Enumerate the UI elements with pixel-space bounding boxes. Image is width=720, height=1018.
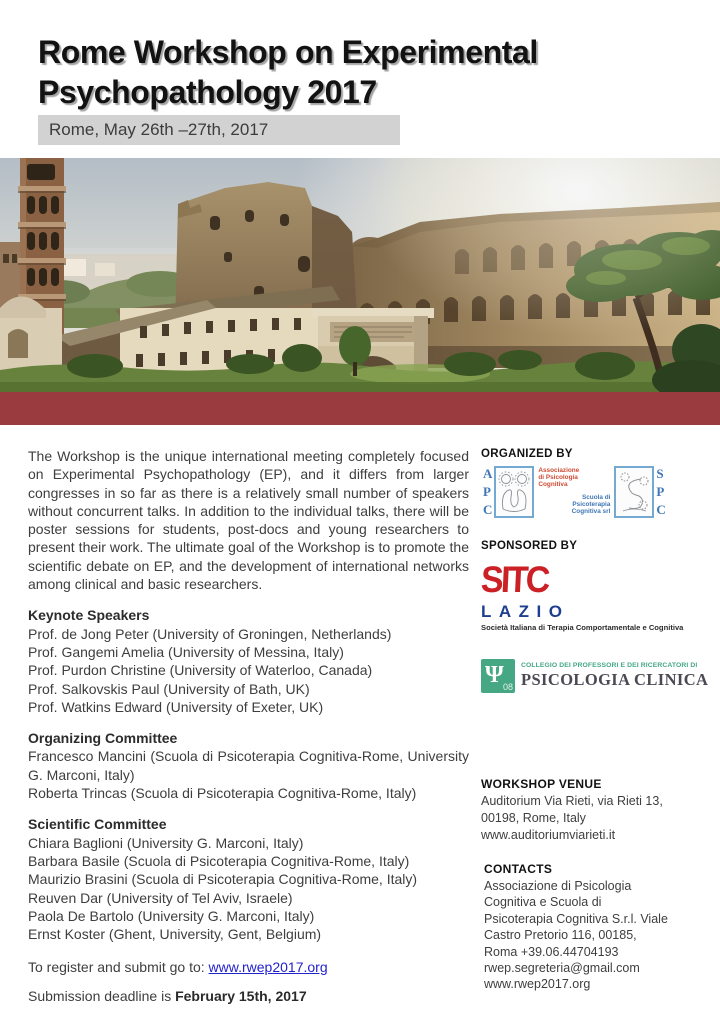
committee-member-line: Chiara Baglioni (University G. Marconi, Italy) — [28, 834, 304, 851]
clinica-subtitle: COLLEGIO DEI PROFESSORI E DEI RICERCATORI DI — [521, 662, 698, 669]
psi-number: 08 — [502, 682, 513, 692]
accent-band — [0, 392, 720, 425]
speaker-line: Prof. Salkovskis Paul (University of Bath, UK) — [28, 680, 310, 697]
spc-letter: C — [656, 502, 666, 517]
apc-letter: C — [483, 502, 493, 517]
title-line-2: Psychopathology 2017 — [38, 74, 377, 110]
venue-line: Auditorium Via Rieti, via Rieti 13, — [481, 794, 663, 808]
committee-member-line: Maurizio Brasini (Scuola di Psicoterapia Cognitiva-Rome, Italy) — [28, 871, 418, 888]
clinica-text — [521, 662, 708, 690]
apc-spc-logos — [481, 466, 713, 518]
sitc-logo-icon: SITC — [480, 559, 549, 600]
psi-glyph: Ψ — [485, 662, 504, 688]
venue-lines — [481, 793, 713, 844]
apc-emblem-icon — [494, 466, 534, 518]
venue-line: 00198, Rome, Italy — [481, 811, 586, 825]
keynote-speakers-section — [28, 606, 469, 716]
speaker-line: Prof. de Jong Peter (University of Groningen, Netherlands) — [28, 625, 392, 642]
deadline-line — [28, 987, 469, 1005]
apc-spc-names — [534, 466, 614, 516]
deadline-prefix: Submission deadline is — [28, 987, 176, 1004]
committee-member-line: Ernst Koster (Ghent, University, Gent, Belgium) — [28, 926, 322, 943]
contacts-section — [481, 862, 713, 993]
intro-paragraph: The Workshop is the unique international meeting completely focused on Experimental Psychopathology (EP), and it differs from larger congresses in so far as there is a relatively small number of speakers without concurrent talks. In addition to the individual talks, there will be poster sessions for students, post-docs and young researchers to present their work. The ultimate goal of the Workshop is to promote the scientific debate on EP, and the development of international networks among clinical and basic researchers. — [28, 448, 469, 593]
apc-letters — [481, 466, 494, 518]
title-line-1: Rome Workshop on Experimental — [38, 34, 538, 70]
contacts-heading: CONTACTS — [484, 862, 553, 876]
sitc-region-label: LAZIO — [481, 602, 570, 621]
speaker-line: Prof. Gangemi Amelia (University of Messina, Italy) — [28, 643, 344, 660]
venue-heading: WORKSHOP VENUE — [481, 777, 602, 791]
apc-name: Associazione di Psicologia Cognitiva — [538, 467, 580, 489]
organized-by-heading: ORGANIZED BY — [481, 448, 573, 460]
committee-member-line: Barbara Basile (Scuola di Psicoterapia Cognitiva-Rome, Italy) — [28, 852, 410, 869]
contact-line: Cognitiva e Scuola di — [484, 895, 602, 910]
section-heading-scientific: Scientific Committee — [28, 816, 167, 833]
organizing-committee-section — [28, 729, 469, 802]
section-heading-organizing: Organizing Committee — [28, 730, 178, 747]
committee-member-line: Roberta Trincas (Scuola di Psicoterapia Cognitiva-Rome, Italy) — [28, 785, 417, 802]
sitc-caption: Società Italiana di Terapia Comportamentale e Cognitiva — [481, 623, 684, 632]
spc-letter: P — [656, 484, 665, 499]
speaker-line: Prof. Watkins Edward (University of Exeter, UK) — [28, 698, 324, 715]
rome-ruins-photo — [0, 158, 720, 392]
register-prefix: To register and submit go to: — [28, 959, 209, 976]
psi-icon — [481, 659, 515, 693]
page-title — [38, 32, 678, 112]
committee-member-line: Francesco Mancini (Scuola di Psicoterapia Cognitiva-Rome, University G. Marconi, Italy) — [28, 748, 469, 783]
contact-line: Associazione di Psicologia — [484, 879, 632, 893]
spc-emblem-icon — [614, 466, 654, 518]
committee-member-line: Reuven Dar (University of Tel Aviv, Israele) — [28, 889, 293, 906]
psicologia-clinica-logo — [481, 659, 713, 693]
sidebar-column — [481, 448, 713, 993]
apc-letter: P — [483, 484, 491, 499]
speaker-line: Prof. Purdon Christine (University of Waterloo, Canada) — [28, 662, 373, 679]
contact-email: rwep.segreteria@gmail.com — [484, 961, 640, 976]
spc-name: Scuola di Psicoterapia Cognitiva srl — [571, 493, 611, 516]
workshop-venue-section — [481, 777, 713, 844]
date-banner: Rome, May 26th –27th, 2017 — [38, 115, 400, 145]
contacts-lines — [484, 878, 713, 993]
contact-line: Castro Pretorio 116, 00185, — [484, 928, 637, 943]
apc-letter: A — [483, 466, 493, 481]
spc-letter: S — [656, 466, 664, 481]
clinica-title: PSICOLOGIA CLINICA — [521, 670, 709, 689]
spc-letters — [654, 466, 667, 518]
contact-line: Psicoterapia Cognitiva S.r.l. Viale — [484, 911, 668, 926]
registration-link[interactable]: www.rwep2017.org — [208, 959, 328, 976]
main-text-column — [28, 447, 469, 1005]
section-heading-keynote: Keynote Speakers — [28, 607, 150, 624]
sitc-lazio-logo — [481, 561, 713, 632]
contact-phone: Roma +39.06.44704193 — [484, 944, 619, 959]
sponsored-by-heading: SPONSORED BY — [481, 540, 578, 552]
register-line — [28, 958, 469, 976]
scientific-committee-section — [28, 815, 469, 943]
contact-website: www.rwep2017.org — [484, 977, 591, 992]
venue-website: www.auditoriumviarieti.it — [481, 828, 616, 842]
committee-member-line: Paola De Bartolo (University G. Marconi, Italy) — [28, 907, 315, 924]
deadline-date: February 15th, 2017 — [175, 987, 307, 1004]
